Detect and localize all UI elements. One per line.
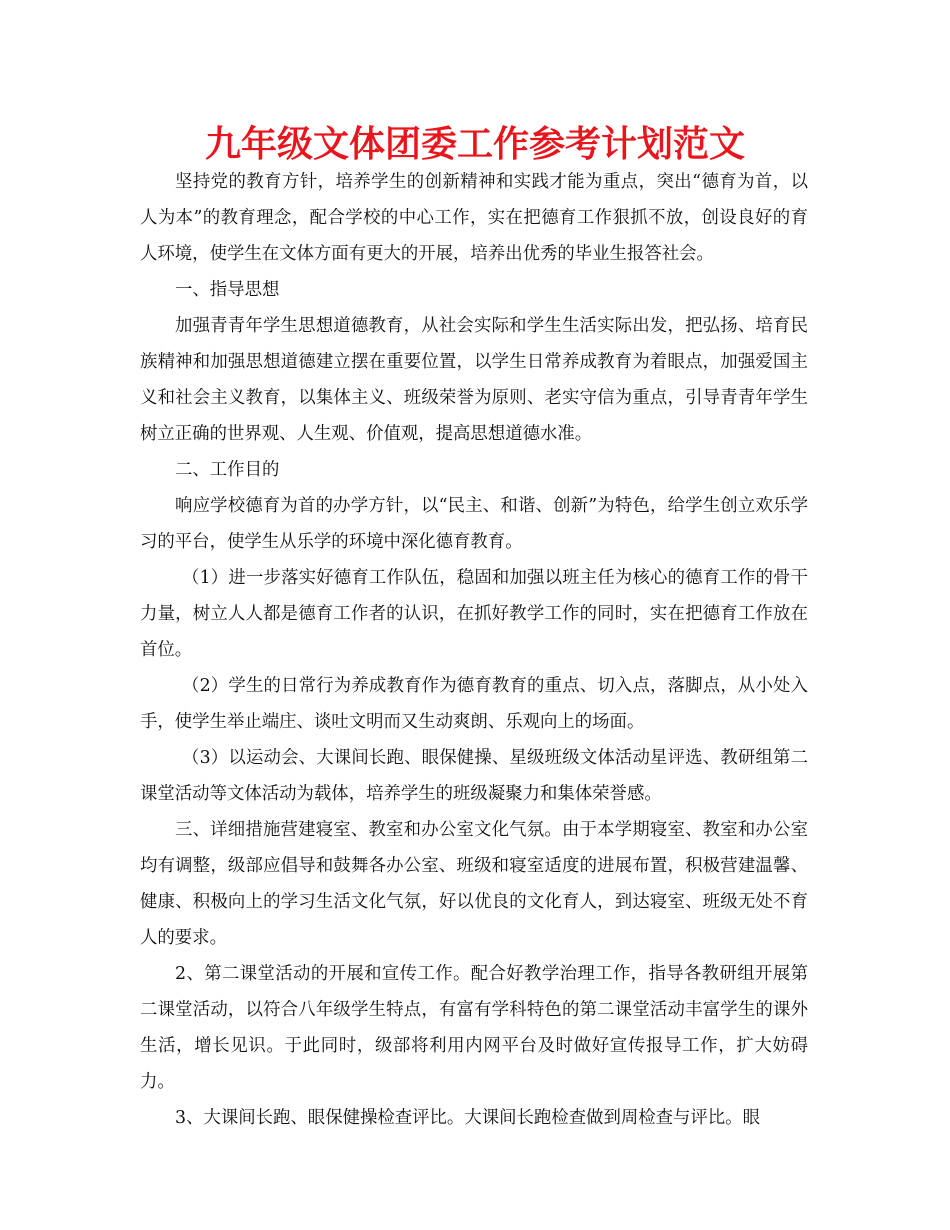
goal-item-2: （2）学生的日常行为养成教育作为德育教育的重点、切入点，落脚点，从小处入手，使学生举止端庄、谈吐文明而又生动爽朗、乐观向上的场面。	[140, 676, 808, 732]
intro-paragraph: 坚持党的教育方针，培养学生的创新精神和实践才能为重点，突出“德育为首，以人为本”的教育理念，配合学校的中心工作，实在把德育工作狠抓不放，创设良好的育人环境，使学生在文体方面有更大的开展，培养出优秀的毕业生报答社会。	[140, 172, 808, 264]
goal-item-1: （1）进一步落实好德育工作队伍，稳固和加强以班主任为核心的德育工作的骨干力量，树立人人都是德育工作者的认识，在抓好教学工作的同时，实在把德育工作放在首位。	[140, 568, 808, 660]
work-goals-paragraph: 响应学校德育为首的办学方针，以“民主、和谐、创新”为特色，给学生创立欢乐学习的平台，使学生从乐学的环境中深化德育教育。	[140, 496, 808, 552]
section-heading-work-goals: 二、工作目的	[175, 460, 280, 480]
section-heading-guiding-ideology: 一、指导思想	[175, 280, 280, 300]
guiding-ideology-paragraph: 加强青青年学生思想道德教育，从社会实际和学生生活实际出发，把弘扬、培育民族精神和加强思想道德建立摆在重要位置，以学生日常养成教育为着眼点，加强爱国主义和社会主义教育，以集体主义、班级荣誉为原则、老实守信为重点，引导青青年学生树立正确的世界观、人生观、价值观，提高思想道德水准。	[140, 316, 808, 444]
measures-paragraph-3: 3、大课间长跑、眼保健操检查评比。大课间长跑检查做到周检查与评比。眼	[175, 1108, 760, 1128]
document-title: 九年级文体团委工作参考计划范文	[204, 124, 745, 165]
measures-paragraph-1: 三、详细措施营建寝室、教室和办公室文化气氛。由于本学期寝室、教室和办公室均有调整，级部应倡导和鼓舞各办公室、班级和寝室适度的进展布置，积极营建温馨、健康、积极向上的学习生活文化气氛，好以优良的文化育人，到达寝室、班级无处不育人的要求。	[140, 820, 808, 948]
document-body	[140, 164, 808, 1136]
measures-paragraph-2: 2、第二课堂活动的开展和宣传工作。配合好教学治理工作，指导各教研组开展第二课堂活动，以符合八年级学生特点，有富有学科特色的第二课堂活动丰富学生的课外生活，增长见识。于此同时，级部将利用内网平台及时做好宣传报导工作，扩大妨碍力。	[140, 964, 808, 1092]
goal-item-3: （3）以运动会、大课间长跑、眼保健操、星级班级文体活动星评选、教研组第二课堂活动等文体活动为载体，培养学生的班级凝聚力和集体荣誉感。	[140, 748, 808, 804]
